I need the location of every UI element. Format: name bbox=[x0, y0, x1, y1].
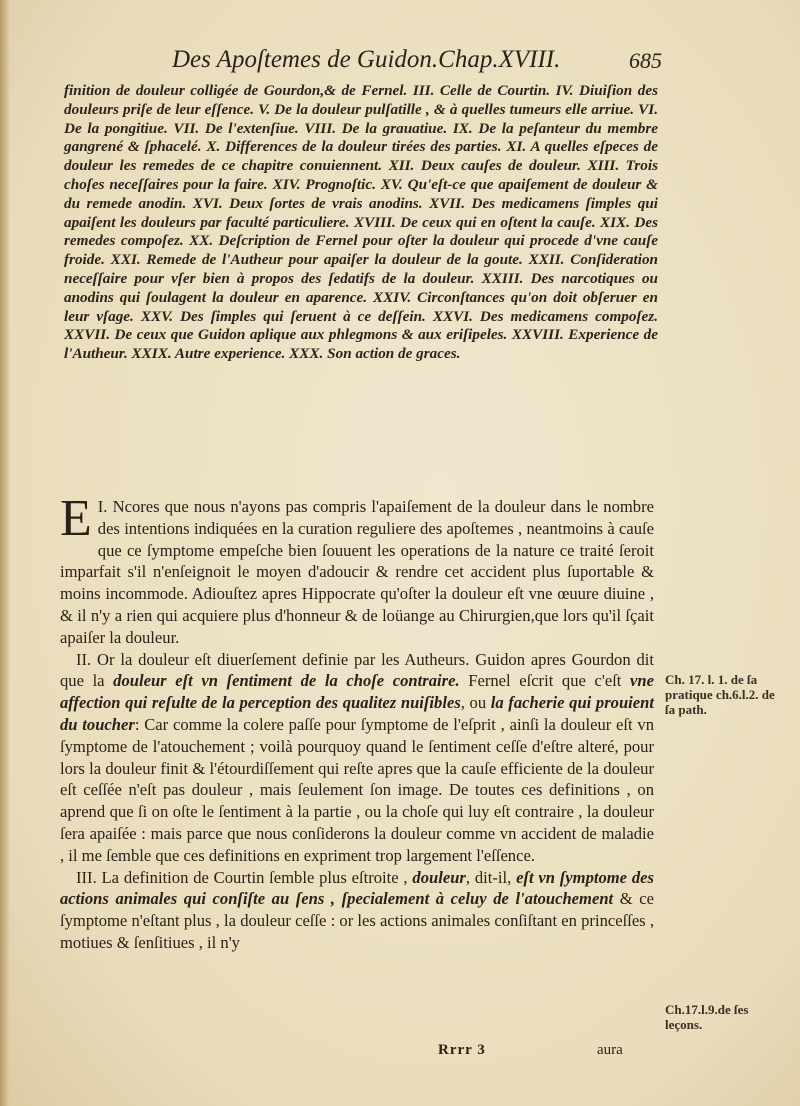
running-title: Des Apoſtemes de Guidon.Chap.XVIII. bbox=[172, 46, 561, 73]
paragraph-2 bbox=[60, 649, 654, 867]
section-number: I. bbox=[97, 497, 108, 516]
paragraph-1 bbox=[60, 490, 654, 649]
quoted-definition: la facherie qui prouient du toucher bbox=[60, 693, 654, 734]
margin-note-2: Ch.17.l.9.de ſes leçons. bbox=[665, 1002, 749, 1032]
catchword: aura bbox=[597, 1042, 623, 1058]
section-number: II. bbox=[76, 649, 92, 669]
main-text bbox=[60, 490, 654, 954]
paragraph-3 bbox=[60, 867, 654, 954]
paragraph-text: Ncores que nous n'ayons pas compris l'apaiſement de la douleur dans le nombre des intentions indiquées en la curation reguliere des apoſtemes , neantmoins à cauſe que ce ſymptome empeſche bien ſouuent les operations de la nature ce traité ſeroit imparfait s'il n'enſeignoit le moyen d'adoucir & rendre cet accident plus ſuportable & moins incommode. Adiouſtez apres Hippocrate qu'oſter la douleur eſt vne œuure diuine , & il n'y a rien qui acquiere plus d'honneur & de loüange au Chirurgien,que lors qu'il ſçait apaiſer la douleur. bbox=[60, 497, 654, 647]
drop-capital: E bbox=[60, 490, 92, 547]
paragraph-text: & ce ſymptome n'eſtant plus , la douleur ceſſe : or les actions animales conſiſtant en princeſſes , motiues & ſenſitiues , il n'y bbox=[60, 889, 654, 952]
quoted-term: douleur bbox=[412, 867, 466, 887]
page-number: 685 bbox=[629, 48, 662, 73]
signature-mark: Rrrr 3 bbox=[438, 1042, 486, 1058]
running-header bbox=[172, 46, 662, 82]
paragraph-text: : Car comme la colere paſſe pour ſymptome de l'eſprit , ainſi la douleur eſt vn ſymptome de l'atouchement ; voilà pourquoy quand le ſentiment ceſſe d'eſtre alteré, pour lors la douleur finit & l'étourdiſſement qui reſte apres que la cauſe efficiente de la douleur eſt ceſſée n'eſt pas douleur , mais ſeulement ſon image. De toutes ces definitions , on aprend que ſi on oſte le ſentiment à la partie , ou la choſe qui luy eſt contraire , la douleur ſera apaiſée : mais parce que nous conſiderons la douleur comme vn accident de maladie , il me ſemble que ces definitions en expriment trop largement l'eſſence. bbox=[60, 714, 654, 865]
paragraph-text: , ou bbox=[460, 693, 487, 713]
quoted-definition: douleur eſt vn ſentiment de la choſe contraire. bbox=[113, 671, 460, 691]
paragraph-text: Or la douleur eſt diuerſement definie par les Autheurs. Guidon apres Gourdon dit que la bbox=[60, 649, 654, 691]
page-edge bbox=[0, 0, 10, 1106]
quoted-definition: eſt vn ſymptome des actions animales qui conſiſte au ſens , ſpecialement à celuy de l'atouchement bbox=[60, 867, 654, 909]
margin-note-1: Ch. 17. l. 1. de ſa pratique ch.6.l.2. de ſa path. bbox=[665, 672, 775, 717]
section-number: III. bbox=[76, 867, 97, 887]
paragraph-text: La definition de Courtin ſemble plus eſtroite , bbox=[101, 867, 408, 887]
quoted-definition: vne affection qui reſulte de la perception des qualitez nuiſibles bbox=[60, 671, 654, 713]
paragraph-text: , dit-il, bbox=[465, 867, 512, 887]
chapter-summary: finition de douleur colligée de Gourdon,& de Fernel. III. Celle de Courtin. IV. Diuiſion des douleurs priſe de leur eſſence. V. De la douleur pulſatille , & à quelles tumeurs elle arriue. VI. De la pongitiue. VII. De l'extenſiue. VIII. De la grauatiue. IX. De la peſanteur du membre gangrené & ſphacelé. X. Differences de la douleur tirées des parties. XI. A quelles eſpeces de douleur les remedes de ce chapitre conuiennent. XII. Deux cauſes de douleur. XIII. Trois choſes neceſſaires pour la faire. XIV. Prognoſtic. XV. Qu'eſt-ce que apaiſement de douleur & du remede anodin. XVI. Deux ſortes de vrais anodins. XVII. Des medicamens ſimples qui apaiſent les douleurs par faculté particuliere. XVIII. De ceux qui en oſtent la cauſe. XIX. Des remedes compoſez. XX. Deſcription de Fernel pour oſter la douleur qui procede d'vne cauſe froide. XXI. Remede de l'Autheur pour apaiſer la douleur de la goute. XXII. Conſideration neceſſaire pour vſer bien à propos des ſedatifs de la douleur. XXIII. Des narcotiques ou anodins qui ſoulagent la douleur en aparence. XXIV. Circonſtances qu'on doit obſeruer en leur vſage. XXV. Des ſimples qui ſeruent à ce deſſein. XXVI. Des medicamens compoſez. XXVII. De ceux que Guidon aplique aux phlegmons & aux eriſipeles. XXVIII. Experience de l'Autheur. XXIX. Autre experience. XXX. Son action de graces. bbox=[64, 82, 658, 363]
paragraph-text: Fernel eſcrit que c'eſt bbox=[468, 671, 622, 691]
